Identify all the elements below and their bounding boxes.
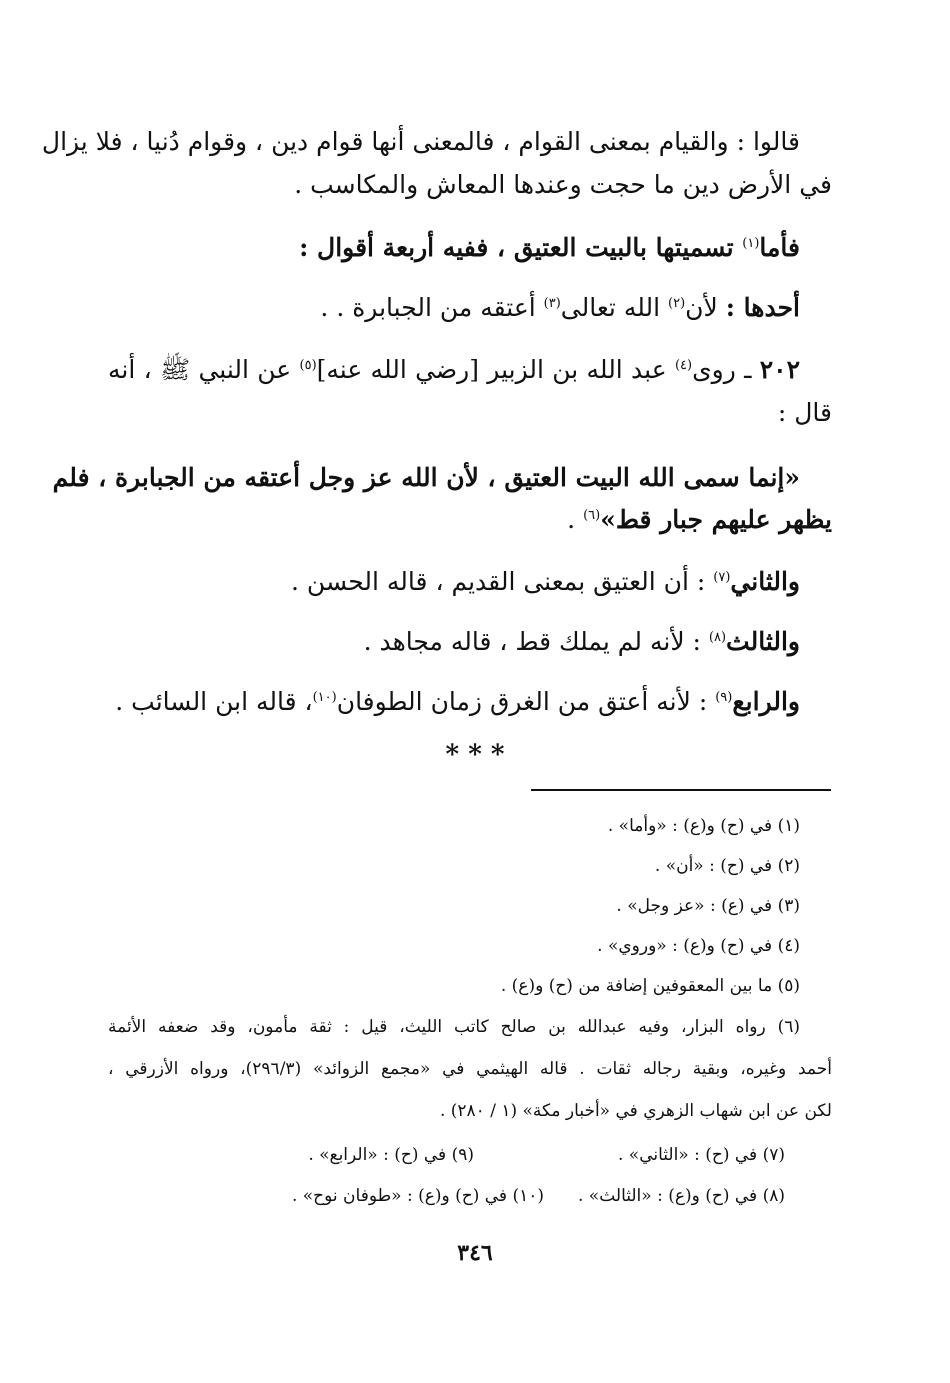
footnote-8: (٨) في (ح) و(ع) : «الثالث» . (577, 1186, 785, 1206)
body-text: : لأنه لم يملك قط ، قاله مجاهد . (363, 627, 709, 656)
footnote-6-line-1: (٦) رواه البزار، وفيه عبدالله بن صالح كاتب الليث، قيل : ثقة مأمون، وقد ضعفه الأئمة (108, 1017, 800, 1037)
footnote-ref: (٤) (674, 358, 693, 373)
footnote-ref: (٢) (668, 296, 686, 311)
body-line-5 (108, 350, 800, 390)
hadith-text: يظهر عليهم جبار قط» (600, 505, 832, 534)
hadith-number: ٢٠٢ (759, 355, 801, 384)
heading-text: تسميتها بالبيت العتيق ، ففيه أربعة أقوال : (299, 233, 743, 262)
body-line-1 (41, 122, 800, 162)
hadith-line-2 (567, 500, 832, 540)
body-text: لأن (685, 293, 726, 322)
footnote-rule (531, 789, 831, 791)
footnote-ref: (١٠) (312, 690, 337, 705)
footnote-10: (١٠) في (ح) و(ع) : «طوفان نوح» . (291, 1186, 544, 1206)
body-text: : لأنه أعتق من الغرق زمان الطوفان (336, 687, 716, 716)
heading-text: والثاني (730, 567, 800, 596)
hadith-line-1 (52, 458, 800, 498)
heading-text: والرابع (732, 687, 800, 716)
footnote-ref: (٥) (299, 358, 317, 373)
footnote-ref: (٨) (708, 630, 727, 645)
body-text: في الأرض دين ما حجت وعندها المعاش والمكاسب . (294, 170, 832, 199)
footnote-6-line-2: أحمد وغيره، وبقية رجاله ثقات . قاله الهيثمي في «مجمع الزوائد» (٢٩٦/٣)، ورواه الأزرقي ، (108, 1059, 832, 1079)
body-line-4 (320, 288, 800, 328)
body-line-3 (299, 228, 800, 268)
page-number: ٣٤٦ (457, 1240, 493, 1266)
section-separator: * * * (445, 740, 505, 770)
body-text: قال : (777, 398, 832, 427)
footnote-ref: (٦) (583, 508, 601, 523)
body-text: أعتقه من الجبابرة . . (320, 293, 544, 322)
footnote-ref: (١) (742, 236, 760, 251)
heading-text: فأما (759, 233, 800, 262)
footnote-1: (١) في (ح) و(ع) : «وأما» . (607, 816, 800, 836)
body-text: . (567, 505, 584, 534)
body-line-9 (291, 562, 800, 602)
footnote-7: (٧) في (ح) : «الثاني» . (617, 1145, 785, 1165)
footnote-4: (٤) في (ح) و(ع) : «وروي» . (597, 936, 800, 956)
body-text: ، قاله ابن السائب . (115, 687, 313, 716)
footnote-ref: (٣) (543, 296, 561, 311)
body-text: الله تعالى (560, 293, 669, 322)
heading-text: أحدها : (725, 293, 800, 322)
body-text: : أن العتيق بمعنى القديم ، قاله الحسن . (291, 567, 714, 596)
body-text: عبد الله بن الزبير [رضي الله عنه] (316, 355, 675, 384)
footnote-2: (٢) في (ح) : «أن» . (654, 856, 800, 876)
footnote-6-line-3: لكن عن ابن شهاب الزهري في «أخبار مكة» (١ / ٢٨٠) . (439, 1101, 832, 1121)
footnote-3: (٣) في (ع) : «عز وجل» . (616, 896, 800, 916)
body-text: ـ روى (692, 355, 760, 384)
body-line-6 (778, 393, 832, 433)
body-line-2 (294, 165, 832, 205)
hadith-text: «إنما سمى الله البيت العتيق ، لأن الله عز وجل أعتقه من الجبابرة ، فلم (52, 463, 800, 492)
body-line-10 (364, 622, 800, 662)
footnote-9: (٩) في (ح) : «الرابع» . (308, 1145, 474, 1165)
body-text: قالوا : والقيام بمعنى القوام ، فالمعنى أنها قوام دين ، وقوام دُنيا ، فلا يزال (41, 127, 800, 156)
footnote-ref: (٩) (715, 690, 733, 705)
body-text: عن النبي ﷺ ، أنه (108, 355, 300, 384)
heading-text: والثالث (726, 627, 800, 656)
body-line-11 (115, 682, 800, 722)
footnote-ref: (٧) (713, 570, 731, 585)
footnote-5: (٥) ما بين المعقوفين إضافة من (ح) و(ع) . (500, 976, 800, 996)
